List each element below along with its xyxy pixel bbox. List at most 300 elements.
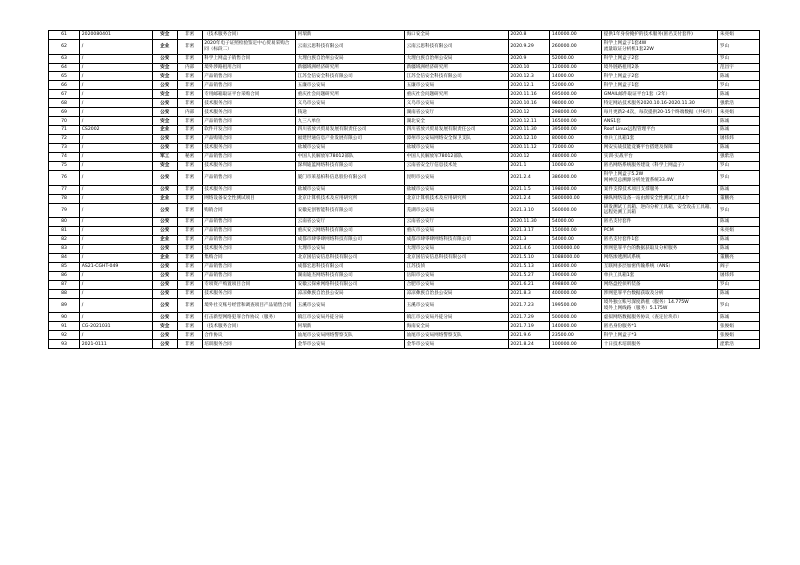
cell-code[interactable]: / [80, 63, 153, 72]
cell-cat[interactable]: 公安 [152, 81, 177, 90]
cell-pa[interactable]: 盐城市公安局 [296, 144, 405, 153]
cell-pa[interactable]: 何瑞新 [296, 322, 405, 331]
cell-code[interactable]: / [80, 162, 153, 171]
cell-pa[interactable]: 福建世通信息产业发展有限公司 [296, 135, 405, 144]
table-row[interactable] [49, 185, 760, 194]
table-row[interactable] [49, 289, 760, 298]
cell-code[interactable]: / [80, 245, 153, 254]
cell-pb[interactable]: 云南云思科技有限公司 [404, 39, 508, 54]
cell-amt[interactable]: 23500.00 [550, 331, 602, 340]
cell-amt[interactable]: 10000.00 [550, 162, 602, 171]
cell-desc[interactable]: ANS1套 [602, 117, 718, 126]
cell-sales[interactable]: 陈诚 [718, 117, 760, 126]
cell-amt[interactable]: 98000.00 [550, 99, 602, 108]
cell-amt[interactable]: 386000.00 [550, 171, 602, 186]
cell-amt[interactable]: 400000.00 [550, 289, 602, 298]
cell-code[interactable]: / [80, 185, 153, 194]
cell-amt[interactable]: 165000.00 [550, 117, 602, 126]
cell-code[interactable]: / [80, 289, 153, 298]
cell-name[interactable]: 技术服务合同 [202, 144, 295, 153]
cell-idx[interactable]: 79 [49, 203, 80, 218]
cell-amt[interactable]: 52000.00 [550, 54, 602, 63]
cell-idx[interactable]: 89 [49, 298, 80, 313]
cell-idx[interactable]: 64 [49, 63, 80, 72]
cell-cat[interactable]: 企业 [152, 126, 177, 135]
cell-cat[interactable]: 公安 [152, 272, 177, 281]
cell-desc[interactable]: 匿名支付套件 [602, 218, 718, 227]
cell-code[interactable]: 2021-0111 [80, 340, 153, 349]
cell-code[interactable]: / [80, 203, 153, 218]
cell-idx[interactable]: 80 [49, 218, 80, 227]
cell-cat[interactable]: 公安 [152, 280, 177, 289]
cell-cat[interactable]: 安全 [152, 117, 177, 126]
cell-pa[interactable]: 汕尾市公安局网络警察支队 [296, 331, 405, 340]
cell-sec[interactable]: 非密 [177, 117, 202, 126]
cell-pa[interactable]: 中国人民解放军78012部队 [296, 153, 405, 162]
cell-cat[interactable]: 公安 [152, 340, 177, 349]
cell-date[interactable]: 2020.12 [508, 108, 550, 117]
cell-sales[interactable]: 朱亮娟 [718, 31, 760, 40]
cell-pb[interactable]: 北京国信安信息科技有限公司 [404, 254, 508, 263]
cell-pa[interactable]: 重庆社会问题研究所 [296, 90, 405, 99]
cell-name[interactable]: 产品销售合同 [202, 272, 295, 281]
cell-code[interactable]: / [80, 39, 153, 54]
cell-sales[interactable]: 张俊娟 [718, 322, 760, 331]
cell-sales[interactable]: 陈诚 [718, 313, 760, 322]
cell-pb[interactable]: 昆明市公安局 [404, 171, 508, 186]
cell-desc[interactable]: 涉网犯罪平台的数据获取及分析服务 [602, 245, 718, 254]
cell-idx[interactable]: 73 [49, 144, 80, 153]
cell-name[interactable]: 产品购销合同 [202, 135, 295, 144]
cell-desc[interactable]: 科学上网盒子1套4W 流量取证分析机1套22W [602, 39, 718, 54]
cell-idx[interactable]: 81 [49, 227, 80, 236]
cell-amt[interactable]: 14000.00 [550, 72, 602, 81]
cell-cat[interactable]: 公安 [152, 135, 177, 144]
cell-code[interactable]: / [80, 144, 153, 153]
cell-idx[interactable]: 70 [49, 117, 80, 126]
cell-desc[interactable]: 网络渗透测试系统 [602, 254, 718, 263]
cell-name[interactable]: 网络设备安全性测试项目 [202, 194, 295, 203]
cell-pa[interactable]: 大理市公安局 [296, 245, 405, 254]
cell-idx[interactable]: 65 [49, 72, 80, 81]
cell-desc[interactable]: GMAIL邮件取证平台1套（2年） [602, 90, 718, 99]
cell-sec[interactable]: 秘密 [177, 153, 202, 162]
cell-cat[interactable]: 企业 [152, 236, 177, 245]
cell-sec[interactable]: 非密 [177, 39, 202, 54]
cell-amt[interactable]: 80000.00 [550, 135, 602, 144]
cell-pa[interactable]: 重庆安云网络科技有限公司 [296, 227, 405, 236]
cell-sales[interactable]: 屠炜炜 [718, 272, 760, 281]
cell-sales[interactable]: 罗山 [718, 298, 760, 313]
cell-code[interactable]: / [80, 72, 153, 81]
cell-code[interactable]: / [80, 254, 153, 263]
cell-desc[interactable]: 实训·实战平台 [602, 153, 718, 162]
cell-pb[interactable]: 云南省安全厅信息技术处 [404, 162, 508, 171]
cell-desc[interactable]: 单兵工具箱1套 [602, 272, 718, 281]
cell-desc[interactable]: 科学上网盒子5.2W 网神反总溯源分析处置系统33.4W [602, 171, 718, 186]
table-row[interactable] [49, 135, 760, 144]
cell-code[interactable]: / [80, 117, 153, 126]
cell-date[interactable]: 2020.11.16 [508, 90, 550, 99]
cell-amt[interactable]: 140000.00 [550, 31, 602, 40]
cell-name[interactable]: 合作协议 [202, 331, 295, 340]
cell-desc[interactable]: 匿名网络系统服务建设（科学上网盒子） [602, 162, 718, 171]
cell-cat[interactable]: 企业 [152, 39, 177, 54]
table-row[interactable] [49, 72, 760, 81]
cell-name[interactable]: 打击新型网络犯罪合作协议（服务） [202, 313, 295, 322]
cell-idx[interactable]: 67 [49, 90, 80, 99]
cell-name[interactable]: 技术服务合同 [202, 162, 295, 171]
cell-idx[interactable]: 84 [49, 254, 80, 263]
cell-sec[interactable]: 非密 [177, 99, 202, 108]
cell-date[interactable]: 2021.3.10 [508, 203, 550, 218]
cell-sales[interactable]: 陈诚 [718, 72, 760, 81]
cell-idx[interactable]: 93 [49, 340, 80, 349]
cell-sec[interactable]: 非密 [177, 126, 202, 135]
cell-name[interactable]: 购销合同 [202, 203, 295, 218]
cell-name[interactable]: 产品销售合同 [202, 227, 295, 236]
cell-code[interactable]: AS21-CGHT-049 [80, 263, 153, 272]
cell-date[interactable]: 2021.7.23 [508, 298, 550, 313]
cell-pb[interactable]: 五廉市公安局 [404, 81, 508, 90]
cell-pa[interactable]: 凉凉彝族自治县公安局 [296, 289, 405, 298]
cell-amt[interactable]: 695000.00 [550, 90, 602, 99]
cell-sales[interactable]: 董鹏亮 [718, 254, 760, 263]
cell-sec[interactable]: 非密 [177, 245, 202, 254]
cell-sales[interactable]: 陈诚 [718, 245, 760, 254]
cell-date[interactable]: 2021.1 [508, 162, 550, 171]
cell-code[interactable]: / [80, 135, 153, 144]
cell-date[interactable]: 2020.11.30 [508, 218, 550, 227]
cell-sec[interactable]: 非密 [177, 218, 202, 227]
cell-idx[interactable]: 71 [49, 126, 80, 135]
cell-amt[interactable]: 140000.00 [550, 322, 602, 331]
cell-cat[interactable]: 公安 [152, 218, 177, 227]
cell-date[interactable]: 2020.9 [508, 54, 550, 63]
cell-cat[interactable]: 公安 [152, 227, 177, 236]
table-row[interactable] [49, 218, 760, 227]
cell-idx[interactable]: 86 [49, 272, 80, 281]
cell-desc[interactable]: 科学上网盒子2套 [602, 72, 718, 81]
cell-sec[interactable]: 非密 [177, 185, 202, 194]
cell-code[interactable]: 2020080401 [80, 31, 153, 40]
cell-pa[interactable]: 安徽云探索网络科技有限公司 [296, 280, 405, 289]
cell-pb[interactable]: 凉凉彝族自治县公安局 [404, 289, 508, 298]
cell-pb[interactable]: 盐城市公安局 [404, 144, 508, 153]
cell-desc[interactable]: 每月更新2-4次，每次提供20-15个终端数据（共6月） [602, 108, 718, 117]
cell-code[interactable]: / [80, 90, 153, 99]
table-row[interactable] [49, 313, 760, 322]
cell-name[interactable]: （技术服务合同） [202, 322, 295, 331]
table-row[interactable] [49, 263, 760, 272]
cell-name[interactable]: 技术服务合同 [202, 289, 295, 298]
cell-pb[interactable]: 玉溪市公安局 [404, 298, 508, 313]
cell-sec[interactable]: 非密 [177, 90, 202, 99]
cell-sec[interactable]: 非密 [177, 280, 202, 289]
cell-desc[interactable]: 涉网犯罪平台数据获取及分析 [602, 289, 718, 298]
table-row[interactable] [49, 245, 760, 254]
cell-sec[interactable]: 非密 [177, 272, 202, 281]
cell-sec[interactable]: 非密 [177, 340, 202, 349]
cell-idx[interactable]: 91 [49, 322, 80, 331]
table-row[interactable] [49, 254, 760, 263]
cell-amt[interactable]: 52000.00 [550, 81, 602, 90]
cell-sec[interactable]: 非密 [177, 81, 202, 90]
cell-sec[interactable]: 非密 [177, 162, 202, 171]
cell-pa[interactable]: 深圳迪蓝网络科技有限公司 [296, 162, 405, 171]
cell-cat[interactable]: 公安 [152, 245, 177, 254]
cell-code[interactable]: / [80, 194, 153, 203]
cell-amt[interactable]: 190000.00 [550, 272, 602, 281]
cell-date[interactable]: 2020.12 [508, 153, 550, 162]
cell-pb[interactable]: 大理市公安局 [404, 245, 508, 254]
cell-cat[interactable]: 安全 [152, 162, 177, 171]
cell-code[interactable]: / [80, 227, 153, 236]
cell-pb[interactable]: 义乌市公安局 [404, 99, 508, 108]
cell-idx[interactable]: 74 [49, 153, 80, 162]
cell-pb[interactable]: 盐城市公安局 [404, 185, 508, 194]
cell-sales[interactable]: 强紫浩 [718, 153, 760, 162]
cell-pa[interactable]: 北京国信安信息科技有限公司 [296, 254, 405, 263]
cell-pb[interactable]: 岳阳市公安局 [404, 272, 508, 281]
cell-name[interactable]: 专项资产购置项目合同 [202, 280, 295, 289]
cell-sec[interactable]: 非密 [177, 135, 202, 144]
cell-amt[interactable]: 199500.00 [550, 298, 602, 313]
cell-desc[interactable]: 匿名身份服务*1 [602, 322, 718, 331]
cell-desc[interactable]: 单兵工具箱1套 [602, 135, 718, 144]
cell-sec[interactable]: 非密 [177, 144, 202, 153]
cell-date[interactable]: 2021.3.17 [508, 227, 550, 236]
cell-sales[interactable]: 陈诚 [718, 185, 760, 194]
table-row[interactable] [49, 117, 760, 126]
cell-date[interactable]: 2020.10.16 [508, 99, 550, 108]
cell-cat[interactable]: 公安 [152, 203, 177, 218]
cell-sec[interactable]: 内部 [177, 108, 202, 117]
cell-date[interactable]: 2021.9.6 [508, 331, 550, 340]
cell-pb[interactable]: 北京计算机技术及应用研究所 [404, 194, 508, 203]
cell-idx[interactable]: 82 [49, 236, 80, 245]
cell-amt[interactable]: 150000.00 [550, 227, 602, 236]
cell-desc[interactable]: 虚拟网络数据服务协议（查定位块币） [602, 313, 718, 322]
cell-sales[interactable]: 罗山 [718, 39, 760, 54]
cell-pb[interactable]: 合肥市公安局 [404, 280, 508, 289]
cell-pa[interactable]: 云南省公安厅 [296, 218, 405, 227]
cell-pb[interactable]: 江苏全信安全科技有限公司 [404, 72, 508, 81]
cell-desc[interactable]: Roof Linux远程管理平台 [602, 126, 718, 135]
cell-amt[interactable]: 54000.00 [550, 218, 602, 227]
cell-date[interactable]: 2021.5.27 [508, 272, 550, 281]
cell-name[interactable]: 技术服务合同 [202, 185, 295, 194]
cell-pb[interactable]: 漳州市公安局网络安全保卫支队 [404, 135, 508, 144]
table-row[interactable] [49, 31, 760, 40]
table-row[interactable] [49, 236, 760, 245]
cell-cat[interactable]: 企业 [152, 254, 177, 263]
cell-sales[interactable]: 陈诚 [718, 236, 760, 245]
table-row[interactable] [49, 227, 760, 236]
cell-sec[interactable]: 非密 [177, 171, 202, 186]
cell-cat[interactable]: 公安 [152, 263, 177, 272]
cell-pa[interactable]: 玉溪市公安局 [296, 298, 405, 313]
table-row[interactable] [49, 331, 760, 340]
cell-amt[interactable]: 500000.00 [550, 313, 602, 322]
cell-idx[interactable]: 62 [49, 39, 80, 54]
cell-desc[interactable]: 网络盘控侦听装备 [602, 280, 718, 289]
cell-pb[interactable]: 重庆市公安局 [404, 227, 508, 236]
cell-sales[interactable]: 罗山 [718, 171, 760, 186]
cell-sec[interactable]: 非密 [177, 298, 202, 313]
cell-amt[interactable]: 120000.00 [550, 63, 602, 72]
cell-date[interactable]: 2020.12.11 [508, 117, 550, 126]
cell-date[interactable]: 2021.4.6 [508, 245, 550, 254]
cell-pa[interactable]: 成都宏思科技有限公司 [296, 263, 405, 272]
cell-sec[interactable]: 非密 [177, 313, 202, 322]
cell-sec[interactable]: 非密 [177, 72, 202, 81]
cell-amt[interactable]: 198000.00 [550, 185, 602, 194]
cell-name[interactable]: 集购合同 [202, 254, 295, 263]
cell-date[interactable]: 2020.11.30 [508, 126, 550, 135]
cell-desc[interactable]: 境外独立账号深度新租（服务）14.775W 境外上网线路（服务）5.175W [602, 298, 718, 313]
cell-desc[interactable]: 网安实战技能竞赛平台搭建及保障 [602, 144, 718, 153]
cell-name[interactable]: 技术服务合同 [202, 108, 295, 117]
cell-sec[interactable]: 非密 [177, 331, 202, 340]
cell-cat[interactable]: 公安 [152, 185, 177, 194]
cell-cat[interactable]: 企业 [152, 194, 177, 203]
cell-pa[interactable]: 四川省放兴贸易发展有限责任公司 [296, 126, 405, 135]
cell-code[interactable]: CG-2021031 [80, 322, 153, 331]
cell-idx[interactable]: 78 [49, 194, 80, 203]
table-row[interactable] [49, 162, 760, 171]
cell-idx[interactable]: 72 [49, 135, 80, 144]
cell-name[interactable]: 产品销售合同 [202, 72, 295, 81]
cell-date[interactable]: 2020.12.3 [508, 72, 550, 81]
cell-desc[interactable]: 操纵网络设备一站由源安全性测试工具4个 [602, 194, 718, 203]
cell-code[interactable]: / [80, 331, 153, 340]
cell-pa[interactable]: 成都市肆零肆网络科技有限公司 [296, 236, 405, 245]
cell-sales[interactable]: 陈诚 [718, 90, 760, 99]
cell-cat[interactable]: 公安 [152, 331, 177, 340]
cell-amt[interactable]: 560000.00 [550, 203, 602, 218]
cell-cat[interactable]: 军工 [152, 153, 177, 162]
cell-desc[interactable]: 匿名支付套件1套 [602, 236, 718, 245]
cell-pa[interactable]: 金华市公安局 [296, 340, 405, 349]
cell-idx[interactable]: 92 [49, 331, 80, 340]
cell-cat[interactable]: 公安 [152, 289, 177, 298]
cell-idx[interactable]: 63 [49, 54, 80, 63]
cell-code[interactable]: / [80, 54, 153, 63]
cell-date[interactable]: 2021.7.19 [508, 322, 550, 331]
cell-sales[interactable]: 强紫浩 [718, 99, 760, 108]
cell-code[interactable]: CS2002 [80, 126, 153, 135]
cell-date[interactable]: 2020.8 [508, 31, 550, 40]
cell-idx[interactable]: 85 [49, 263, 80, 272]
cell-desc[interactable]: 研发测试工具箱、逆向分析工具箱、安全攻击工具箱、远程处测工具箱 [602, 203, 718, 218]
cell-desc[interactable]: 互联网多层加密传输系统（ANS） [602, 263, 718, 272]
cell-pb[interactable]: 芜湖市公安局 [404, 203, 508, 218]
cell-amt[interactable]: 100000.00 [550, 340, 602, 349]
cell-code[interactable]: / [80, 218, 153, 227]
cell-amt[interactable]: 498800.00 [550, 280, 602, 289]
cell-date[interactable]: 2021.8.24 [508, 340, 550, 349]
cell-name[interactable]: 境外涉路租用合同 [202, 63, 295, 72]
table-row[interactable] [49, 322, 760, 331]
cell-code[interactable]: / [80, 171, 153, 186]
cell-sec[interactable]: 非密 [177, 194, 202, 203]
cell-sec[interactable]: 非密 [177, 227, 202, 236]
cell-pb[interactable]: 汕尾市公安局网络警察支队 [404, 331, 508, 340]
cell-date[interactable]: 2021.5.10 [508, 254, 550, 263]
cell-date[interactable]: 2021.8.3 [508, 289, 550, 298]
cell-idx[interactable]: 68 [49, 99, 80, 108]
cell-name[interactable]: 培训服务合同 [202, 340, 295, 349]
cell-name[interactable]: 境外社交账号经营和调查项目产品销售合同 [202, 298, 295, 313]
cell-name[interactable]: 产品销售合同 [202, 81, 295, 90]
cell-name[interactable]: 技术服务合同 [202, 245, 295, 254]
cell-pa[interactable]: 盐城市公安局 [296, 185, 405, 194]
cell-amt[interactable]: 5800000.00 [550, 194, 602, 203]
cell-cat[interactable]: 公安 [152, 108, 177, 117]
cell-pb[interactable]: 江苏技侦 [404, 263, 508, 272]
cell-amt[interactable]: 395000.00 [550, 126, 602, 135]
cell-sec[interactable]: 非密 [177, 289, 202, 298]
cell-pa[interactable]: 义乌市公安局 [296, 99, 405, 108]
cell-date[interactable]: 2020.11.12 [508, 144, 550, 153]
cell-desc[interactable]: 科学上网盒子*3 [602, 331, 718, 340]
cell-pa[interactable]: 五廉市公安局 [296, 81, 405, 90]
table-row[interactable] [49, 298, 760, 313]
cell-amt[interactable]: 298000.00 [550, 108, 602, 117]
cell-pb[interactable]: 镇江市公安局丹徒分局 [404, 313, 508, 322]
cell-name[interactable]: 产品销售合同 [202, 218, 295, 227]
cell-name[interactable]: 产品销售合同 [202, 263, 295, 272]
cell-sales[interactable]: 陈诚 [718, 126, 760, 135]
cell-date[interactable]: 2020.12.10 [508, 135, 550, 144]
cell-name[interactable]: 产品销售合同 [202, 153, 295, 162]
cell-sales[interactable]: 罗山 [718, 280, 760, 289]
cell-name[interactable]: 产品销售合同 [202, 236, 295, 245]
cell-cat[interactable]: 公安 [152, 54, 177, 63]
cell-code[interactable]: / [80, 236, 153, 245]
cell-desc[interactable]: 科学上网盒子2套 [602, 54, 718, 63]
cell-sec[interactable]: 非密 [177, 203, 202, 218]
cell-desc[interactable]: 提供1年身份掩护的技术服务(匿名支付套件) [602, 31, 718, 40]
cell-code[interactable]: / [80, 298, 153, 313]
cell-sales[interactable]: 罗山 [718, 203, 760, 218]
cell-amt[interactable]: 260000.00 [550, 39, 602, 54]
cell-sec[interactable]: 非密 [177, 31, 202, 40]
cell-pa[interactable]: 安徽充创智能科技有限公司 [296, 203, 405, 218]
cell-sec[interactable]: 非密 [177, 54, 202, 63]
cell-amt[interactable]: 1000000.00 [550, 245, 602, 254]
cell-amt[interactable]: 54000.00 [550, 236, 602, 245]
cell-name[interactable]: （技术服务合同） [202, 31, 295, 40]
table-row[interactable] [49, 108, 760, 117]
cell-cat[interactable]: 公安 [152, 313, 177, 322]
cell-sales[interactable]: 张俊娟 [718, 331, 760, 340]
cell-date[interactable]: 2021.1.5 [508, 185, 550, 194]
table-row[interactable] [49, 90, 760, 99]
cell-pb[interactable]: 海南安全局 [404, 322, 508, 331]
cell-sales[interactable]: 陈诚 [718, 218, 760, 227]
cell-date[interactable]: 2020.12.1 [508, 81, 550, 90]
cell-date[interactable]: 2021.7.29 [508, 313, 550, 322]
cell-sales[interactable]: 罗山 [718, 162, 760, 171]
cell-sales[interactable]: 屠炜炜 [718, 135, 760, 144]
cell-name[interactable]: 产品销售合同 [202, 171, 295, 186]
cell-desc[interactable]: 境外链路租用2条 [602, 63, 718, 72]
cell-desc[interactable]: 十日技术培训服务 [602, 340, 718, 349]
cell-sales[interactable]: 阎子 [718, 263, 760, 272]
table-row[interactable] [49, 171, 760, 186]
